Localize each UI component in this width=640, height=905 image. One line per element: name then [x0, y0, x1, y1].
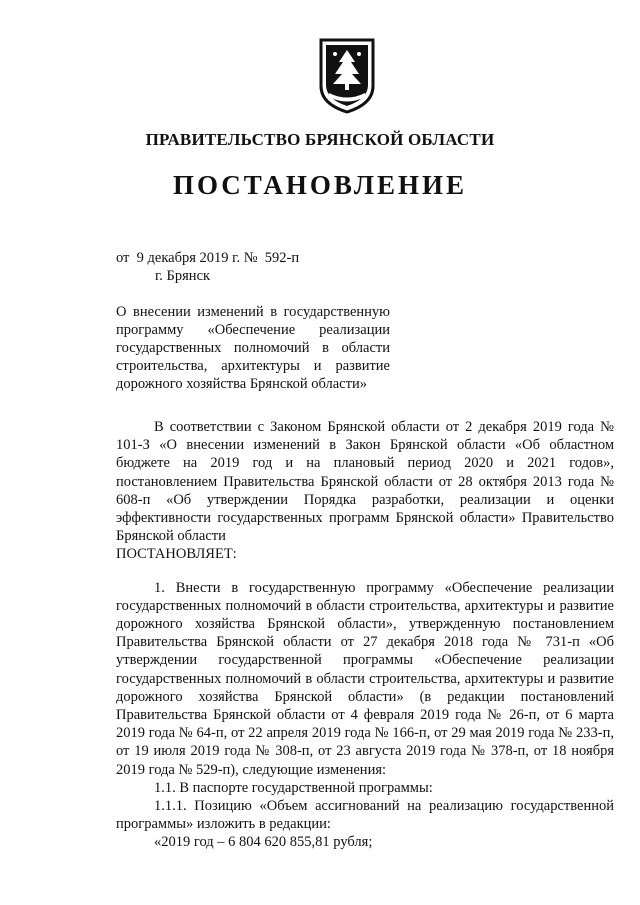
document-body	[116, 418, 614, 852]
document-meta	[116, 249, 299, 285]
resolves-heading: ПОСТАНОВЛЯЕТ:	[116, 546, 237, 563]
organization-name: ПРАВИТЕЛЬСТВО БРЯНСКОЙ ОБЛАСТИ	[145, 130, 495, 149]
document-subject: О внесении изменений в государственную программу «Обеспечение реализации государственных полномочий в области строительства, архитектуры и развитие дорожного хозяйства Брянской области»	[116, 304, 390, 392]
document-type-title: ПОСТАНОВЛЕНИЕ	[172, 170, 468, 200]
item-1-1-paragraph: 1.1. В паспорте государственной программы:	[154, 779, 433, 796]
city: г. Брянск	[155, 268, 211, 284]
item-1-paragraph: 1. Внести в государственную программу «Обеспечение реализации государственных полномочий в области строительства, архитектуры и развитие дорожного хозяйства Брянской области», утвержденную постановлением Правительства Брянской области от 27 декабря 2018 года № 731-п «Об утверждении государственной программы «Обеспечение реализации государственных полномочий в области строительства, архитектуры и развитие дорожного хозяйства Брянской области» (в редакции постановлений Правительства Брянской области от 4 февраля 2019 года № 26-п, от 6 марта 2019 года № 64-п, от 22 апреля 2019 года № 166-п, от 29 мая 2019 года № 233-п, от 19 июля 2019 года № 308-п, от 23 августа 2019 года № 378-п, от 18 ноября 2019 года № 529-п), следующие изменения:	[116, 579, 614, 778]
item-1-1-1-paragraph: 1.1.1. Позицию «Объем ассигнований на реализацию государственной программы» изложить в редакции:	[116, 798, 614, 833]
date-and-number: от 9 декабря 2019 г. № 592-п	[116, 250, 300, 266]
preamble-paragraph: В соответствии с Законом Брянской области от 2 декабря 2019 года № 101-З «О внесении изменений в Закон Брянской области «Об областном бюджете на 2019 год и на плановый период 2020 и 2021 годов», постановлением Правительства Брянской области от 28 октября 2013 года № 608-п «Об утверждении Порядка разработки, реализации и оценки эффективности государственных программ Брянской области» Правительство Брянской области	[116, 419, 614, 545]
coat-of-arms-icon	[319, 38, 375, 114]
quote-paragraph: «2019 год – 6 804 620 855,81 рубля;	[154, 834, 373, 851]
